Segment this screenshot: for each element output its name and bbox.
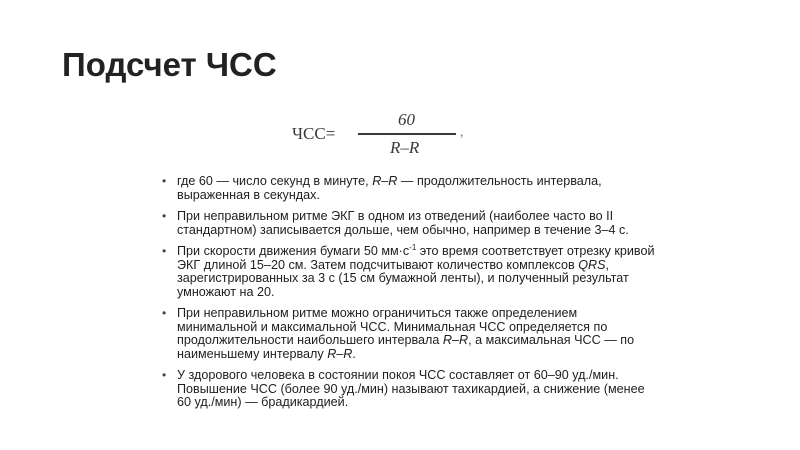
list-item (160, 175, 660, 202)
formula-trailing-comma: , (460, 125, 464, 140)
bullet-list (160, 175, 660, 410)
formula-numerator: 60 (398, 110, 415, 129)
bullet-text: это время соответствует отрезку кривой ЭКГ длиной 15–20 см. Затем подсчитывают количество комплексов (177, 244, 655, 272)
formula-lhs: ЧСС= (292, 124, 336, 143)
bullet-text: где 60 — число секунд в минуте, (177, 174, 373, 188)
list-item (160, 307, 660, 361)
qrs-term: QRS (578, 257, 606, 272)
bullet-text: . (352, 346, 356, 361)
list-item: • При неправильном ритме ЭКГ в одном из отведений (наиболее часто во II стандартном) записывается дольше, чем обычно, например в течение 3–4 с. (160, 210, 660, 237)
rr-interval-term: R–R (372, 174, 398, 188)
heart-rate-formula (292, 108, 482, 160)
list-item (160, 242, 660, 299)
fraction-bar (358, 133, 456, 135)
superscript: -1 (409, 242, 417, 252)
bullet-text: При неправильном ритме можно ограничиться также определением минимальной и максимальной ЧСС. Минимальная ЧСС определяется по продолжительности наибольшего интервала (177, 306, 608, 347)
bullet-text: , а максимальная ЧСС — по наименьшему интервалу (177, 333, 635, 361)
formula-denominator: R–R (390, 138, 420, 157)
page-title: Подсчет ЧСС (62, 46, 277, 83)
rr-interval-term: R–R (327, 346, 353, 361)
bullet-text: При скорости движения бумаги 50 мм·с (177, 244, 410, 258)
list-item: • У здорового человека в состоянии покоя ЧСС составляет от 60–90 уд./мин. Повышение ЧСС (более 90 уд./мин) называют тахикардией, а снижение (менее 60 уд./мин) — брадикардией. (160, 369, 660, 410)
rr-interval-term: R–R (442, 333, 469, 347)
bullet-text: — продолжительность интервала, выраженная в секундах. (177, 174, 602, 202)
bullet-text: , зарегистрированных за 3 с (15 см бумажной ленты), и полученный результат умножают на 20. (177, 257, 629, 299)
